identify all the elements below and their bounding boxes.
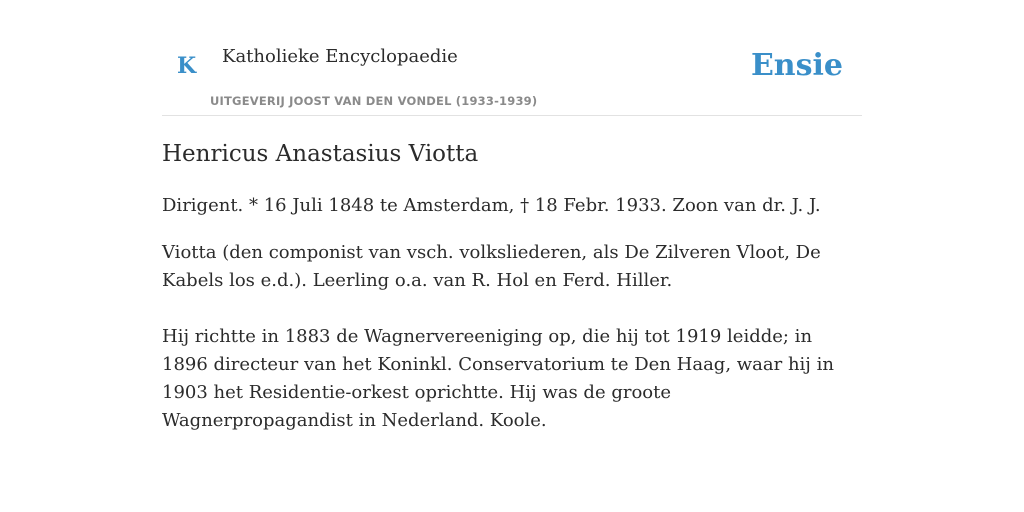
publisher-subtitle: UITGEVERIJ JOOST VAN DEN VONDEL (1933-1939)	[210, 94, 538, 108]
article-paragraph: Dirigent. * 16 Juli 1848 te Amsterdam, † 18 Febr. 1933. Zoon van dr. J. J.	[162, 195, 821, 216]
site-title[interactable]: Katholieke Encyclopaedie	[222, 46, 458, 67]
ensie-brand-link[interactable]: Ensie	[750, 48, 843, 83]
site-logo[interactable]: K	[177, 53, 197, 79]
article-title: Henricus Anastasius Viotta	[162, 141, 479, 167]
page-container	[162, 0, 862, 431]
site-header	[162, 0, 862, 116]
article-paragraph: Viotta (den componist van vsch. volksliederen, als De Zilveren Vloot, De Kabels los e.d.). Leerling o.a. van R. Hol en Ferd. Hiller.	[162, 242, 821, 291]
article-paragraph: Hij richtte in 1883 de Wagnervereeniging op, die hij tot 1919 leidde; in 1896 directeur van het Koninkl. Conservatorium te Den Haag, waar hij in 1903 het Residentie-orkest oprichtte. Hij was de groote Wagnerpropagandist in Nederland. Koole.	[162, 326, 834, 431]
